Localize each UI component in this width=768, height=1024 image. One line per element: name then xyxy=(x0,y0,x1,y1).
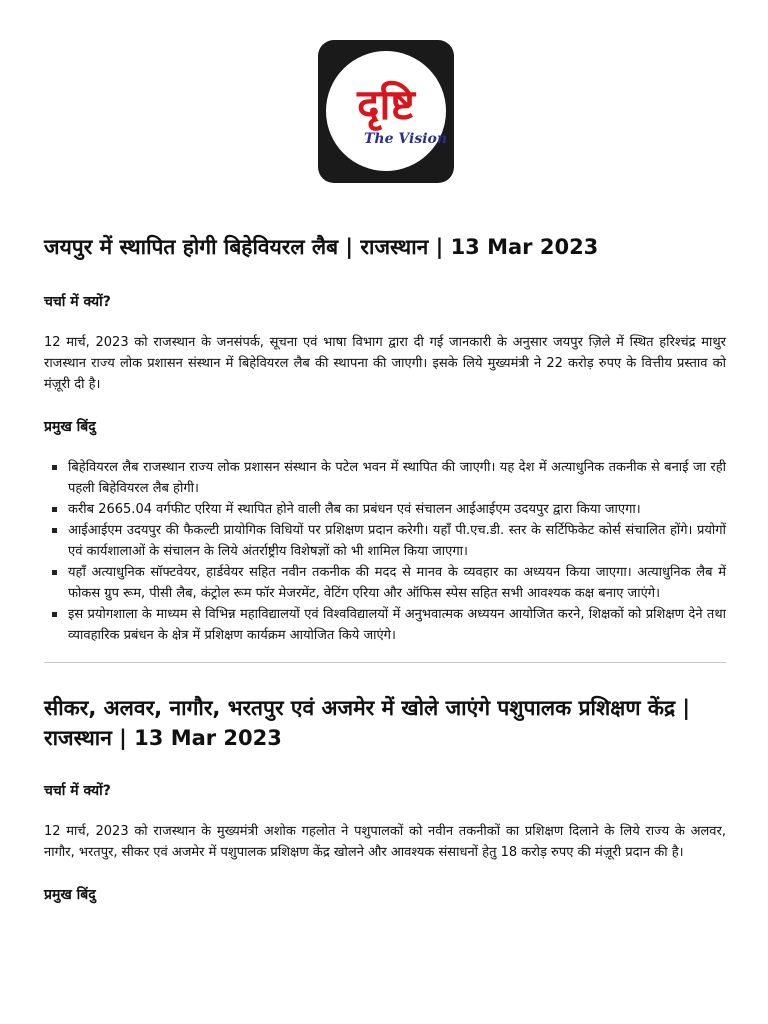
why-heading: चर्चा में क्यों? xyxy=(44,783,111,799)
logo-sub-text: The Vision xyxy=(364,131,448,147)
key-points-list xyxy=(44,457,726,646)
section-divider xyxy=(44,662,726,663)
article-2 xyxy=(44,693,726,905)
list-item: यहाँ अत्याधुनिक सॉफ्टवेयर, हार्डवेयर सहित नवीन तकनीक की मदद से मानव के व्यवहार का अध्ययन किया जाएगा। अत्याधुनिक लैब में फोकस ग्रुप रूम, पीसी लैब, कंट्रोल रूम फॉर मेजरमेंट, वेटिंग एरिया और ऑफिस स्पेस सहित सभी आवश्यक कक्ष बनाए जाएंगे। xyxy=(68,562,726,604)
article-title: जयपुर में स्थापित होगी बिहेवियरल लैब | राजस्थान | 13 Mar 2023 xyxy=(44,235,599,259)
list-item: करीब 2665.04 वर्गफीट एरिया में स्थापित होने वाली लैब का प्रबंधन एवं संचालन आईआईएम उदयपुर द्वारा किया जाएगा। xyxy=(68,499,726,520)
article-1 xyxy=(44,232,726,646)
drishti-logo xyxy=(318,40,454,183)
why-heading: चर्चा में क्यों? xyxy=(44,294,111,310)
list-item: बिहेवियरल लैब राजस्थान राज्य लोक प्रशासन संस्थान के पटेल भवन में स्थापित की जाएगी। यह देश में अत्याधुनिक तकनीक से बनाई जा रही पहली बिहेवियरल लैब होगी। xyxy=(68,457,726,499)
logo-main-text: दृष्टि xyxy=(357,80,415,129)
why-paragraph: 12 मार्च, 2023 को राजस्थान के मुख्यमंत्री अशोक गहलोत ने पशुपालकों को नवीन तकनीकों का प्रशिक्षण दिलाने के लिये राज्य के अलवर, नागौर, भरतपुर, सीकर एवं अजमेर में पशुपालक प्रशिक्षण केंद्र खोलने और आवश्यक संसाधनों हेतु 18 करोड़ रुपए की मंज़ूरी प्रदान की है। xyxy=(44,824,726,860)
document-body xyxy=(44,232,726,925)
why-paragraph: 12 मार्च, 2023 को राजस्थान के जनसंपर्क, सूचना एवं भाषा विभाग द्वारा दी गई जानकारी के अनुसार जयपुर ज़िले में स्थित हरिश्चंद्र माथुर राजस्थान राज्य लोक प्रशासन संस्थान में बिहेवियरल लैब की स्थापना की जाएगी। इसके लिये मुख्यमंत्री ने 22 करोड़ रुपए के वित्तीय प्रस्ताव को मंज़ूरी दी है। xyxy=(44,335,726,392)
article-title: सीकर, अलवर, नागौर, भरतपुर एवं अजमेर में खोले जाएंगे पशुपालक प्रशिक्षण केंद्र | राजस्थान | 13 Mar 2023 xyxy=(44,696,691,750)
logo-background xyxy=(318,40,454,183)
list-item: इस प्रयोगशाला के माध्यम से विभिन्न महाविद्यालयों एवं विश्वविद्यालयों में अनुभवात्मक अध्ययन आयोजित करने, शिक्षकों को प्रशिक्षण देने तथा व्यावहारिक प्रबंधन के क्षेत्र में प्रशिक्षण कार्यक्रम आयोजित किये जाएंगे। xyxy=(68,604,726,646)
key-points-heading: प्रमुख बिंदु xyxy=(44,887,96,903)
list-item: आईआईएम उदयपुर की फैकल्टी प्रायोगिक विधियों पर प्रशिक्षण प्रदान करेगी। यहाँ पी.एच.डी. स्तर के सर्टिफिकेट कोर्स संचालित होंगे। प्रयोगों एवं कार्यशालाओं के संचालन के लिये अंतर्राष्ट्रीय विशेषज्ञों को भी शामिल किया जाएगा। xyxy=(68,520,726,562)
key-points-heading: प्रमुख बिंदु xyxy=(44,419,96,435)
logo-circle xyxy=(326,51,446,171)
